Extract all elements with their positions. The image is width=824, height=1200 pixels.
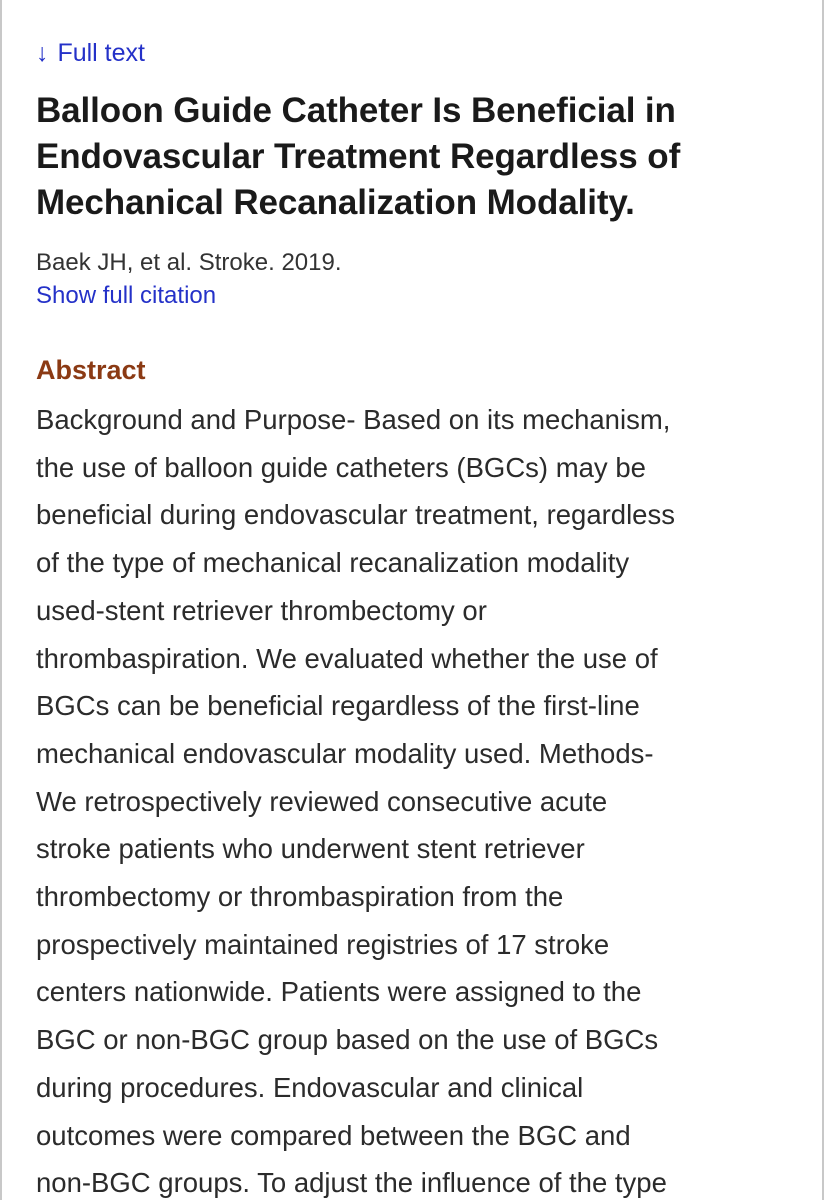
article-title: Balloon Guide Catheter Is Beneficial in Endovascular Treatment Regardless of Mechanical Recanalization Modality. <box>36 91 681 222</box>
abstract-line: stroke patients who underwent stent retriever <box>36 833 585 865</box>
abstract-line: BGCs can be beneficial regardless of the first-line <box>36 690 640 722</box>
abstract-heading: Abstract <box>36 355 146 385</box>
abstract-line: We retrospectively reviewed consecutive acute <box>36 785 608 817</box>
down-arrow-icon: ↓ <box>36 39 49 67</box>
abstract-line: outcomes were compared between the BGC and <box>36 1119 631 1151</box>
abstract-line: used-stent retriever thrombectomy or <box>36 594 487 626</box>
abstract-line: thrombaspiration. We evaluated whether the use of <box>36 642 658 674</box>
abstract-body <box>36 396 806 1200</box>
full-text-label: Full text <box>57 39 145 67</box>
abstract-line: during procedures. Endovascular and clinical <box>36 1071 584 1103</box>
abstract-line: centers nationwide. Patients were assigned to the <box>36 976 642 1008</box>
abstract-line: BGC or non-BGC group based on the use of BGCs <box>36 1024 659 1056</box>
abstract-line: Background and Purpose- Based on its mechanism, <box>36 404 671 435</box>
show-full-citation-link[interactable]: Show full citation <box>36 282 217 309</box>
abstract-line: the use of balloon guide catheters (BGCs) may be <box>36 451 646 483</box>
abstract-line: prospectively maintained registries of 17 stroke <box>36 928 610 960</box>
abstract-line: mechanical endovascular modality used. Methods- <box>36 737 654 769</box>
abstract-line: beneficial during endovascular treatment, regardless <box>36 499 675 531</box>
abstract-line: non-BGC groups. To adjust the influence of the type <box>36 1167 667 1199</box>
citation-text: Baek JH, et al. Stroke. 2019. <box>36 249 342 276</box>
abstract-line: of the type of mechanical recanalization modality <box>36 547 630 579</box>
full-text-link[interactable] <box>36 36 145 70</box>
abstract-line: thrombectomy or thrombaspiration from the <box>36 881 564 913</box>
